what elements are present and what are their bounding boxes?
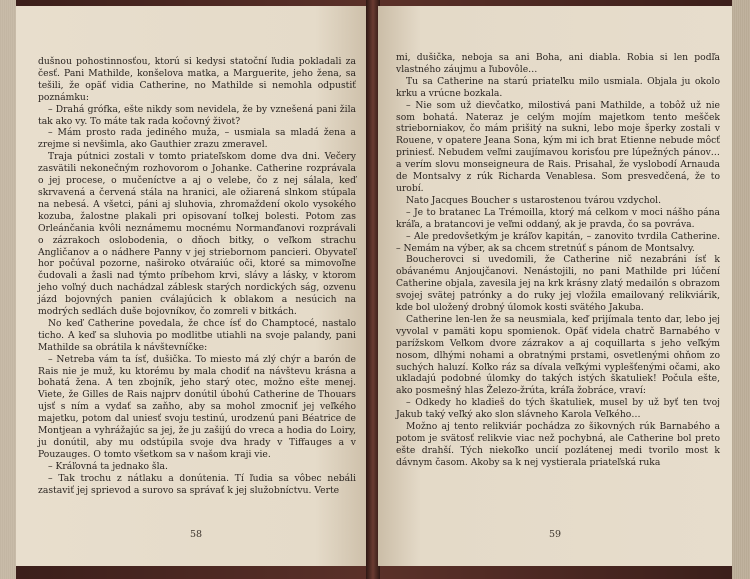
left-page-number: 58 — [189, 529, 203, 540]
left-page-text — [38, 56, 356, 497]
paragraph: Traja pútnici zostali v tomto priateľskom dome dva dni. Večery zasvätili nekonečným rozhovorom o Johanke. Catherine rozprávala o jej procese, o mučeníctve a aj o velebe, čo z nej sálala, keď skrvavená a červená stála na hranici, ale ožiarená slnkom stúpala na nebesá. A všetci, páni aj sluhovia, zhromaždení okolo vysokého kozuba, žalostne plakali pri opisovaní toľkej bolesti. Potom zas Orleánčania kvôli neznámemu mocnému Normanďanovi rozprávali o zázrakoch oslobodenia, o dňoch bitky, o veľkom strachu Angličanov a o nádhere Panny v jej striebornom pancieri. Obyvateľ hor počúval pozorne, naširoko otváraiúc oči, ktoré sa mimovoľne čudovali a žasli nad týmto príbehom krvi, slávy a lásky, v ktorom jeho voľný duch nachádzal záblesk starých nordických ság, ozvenu jázd bojovných panien cválajúcich k oblakom a nesúcich na modrých sedlách duše bojovníkov, čo zomreli v bitkách. — [38, 151, 356, 318]
paragraph: – Mám prosto rada jediného muža, – usmiala sa mladá žena a zrejme si nevšimla, ako Gauthier zrazu zmeravel. — [38, 127, 356, 151]
right-page-text — [396, 52, 720, 469]
paragraph: dušnou pohostinnosťou, ktorú si kedysi statoční ľudia pokladali za česť. Pani Mathilde, konšelova matka, a Marguerite, jeho žena, sa tešili, že opäť vidia Catherine, no Mathilde si nemohla odpustiť poznámku: — [38, 56, 356, 103]
right-page-number: 59 — [548, 529, 562, 540]
left-page — [16, 6, 368, 566]
page-edges-right — [732, 0, 750, 579]
paragraph: Catherine len-len že sa neusmiala, keď prijímala tento dar, lebo jej vyvolal v pamäti kopu spomienok. Opäť videla chatrč Barnabého v parížskom Veľkom dvore zázrakov a aj coquillarta s jeho veľkým nosom, dlhými nohami a obratnými prstami, osvetlenými ohňom zo suchých haluzí. Koľko ráz sa dívala veľkými vyplešťenými očami, ako ukladajú podobné úlomky do takých istých škatuliek! Počula ešte, ako posmešný hlas Železo-žrúta, kráľa žobráce, vraví: — [396, 313, 720, 397]
paragraph: Nato Jacques Boucher s ustarostenou tvárou vzdychol. — [406, 194, 662, 206]
paragraph: – Kráľovná ta jednako šla. — [48, 460, 168, 472]
right-page — [378, 6, 732, 566]
paragraph: – Je to bratanec La Trémoilla, ktorý má celkom v moci nášho pána kráľa, a bratancovi je veľmi oddaný, ak je pravda, čo sa povráva. — [396, 206, 720, 230]
paragraph: – Ale predovšetkým je kráľov kapitán, – zanovito tvrdila Catherine. – Nemám na výber, ak sa chcem stretnúť s pánom de Montsalvy. — [396, 230, 720, 254]
paragraph: – Netreba vám ta ísť, dušička. To miesto má zlý chýr a barón de Rais nie je muž, ku ktorému by mala chodiť na návštevu krásna a bohatá žena. A ten zbojník, jeho starý otec, možno ešte menej. Viete, že Gilles de Rais najprv donútil úbohú Catherine de Thouars ujsť s ním a vydať sa zaňho, aby sa mohol zmocniť jej veľkého majetku, potom dal uniesť svoju testinú, urodzenú pani Béatrice de Montjean a vyhrážajúc sa jej, že ju zašijú do vreca a hodia do Loiry, ju donútil, aby mu odstúpila svoje dva hrady v Tiffauges a v Pouzauges. O tomto všetkom sa v našom kraji vie. — [38, 353, 356, 460]
page-edges-left — [0, 0, 16, 579]
paragraph: Možno aj tento relikviár pochádza zo šikovných rúk Barnabého a potom je svätosť relikvie viac než pochybná, ale Catherine bol preto ešte drahší. Tých niekoľko uncií pozlátenej medi tvorilo most k dávnym časom. Akoby sa k nej vystierala priateľská ruka — [396, 421, 720, 468]
paragraph: No keď Catherine povedala, že chce ísť do Champtocé, nastalo ticho. A keď sa sluhovia po modlitbe utiahli na svoje palandy, pani Mathilde sa obrátila k návštevníčke: — [38, 317, 356, 353]
paragraph: mi, dušička, neboja sa ani Boha, ani diabla. Robia si len podľa vlastného záujmu a ľubovôle… — [396, 52, 720, 75]
paragraph: – Nie som už dievčatko, milostivá pani Mathilde, a tobôž už nie som bohatá. Nateraz je celým mojím majetkom tento mešček strieborniakov, čo mám prišitý na sukni, lebo moje šperky zostali v Rouene, v opatere Jeana Sona, kým mi ich brat Etienne nebude môcť priniesť. Nebudem veľmi zaujímavou korisťou pre lúpežných pánov… a verím slovu monseigneura de Rais. Prisahal, že vyslobodí Arnauda de Montsalvy z rúk Richarda Venablesa. Som presvedčená, že to urobí. — [396, 99, 720, 194]
paragraph: Tu sa Catherine na starú priateľku milo usmiala. Objala ju okolo krku a vrúcne bozkala. — [396, 75, 720, 99]
paragraph: – Tak trochu z nátlaku a donútenia. Tí ľudia sa vôbec nebáli zastaviť jej sprievod a surovo sa správať k jej služobníctvu. Verte — [38, 472, 356, 496]
paragraph: – Drahá grófka, ešte nikdy som nevidela, že by vznešená pani žila tak ako vy. To máte tak rada kočovný život? — [38, 103, 356, 127]
paragraph: – Odkedy ho kladieš do tých škatuliek, musel by už byť ten tvoj Jakub taký veľký ako slon slávneho Karola Veľkého… — [396, 397, 720, 421]
paragraph: Boucherovci si uvedomili, že Catherine nič nezabráni ísť k obávanému Anjoujčanovi. Nenástojili, no pani Mathilde pri lúčení Catherine objala, zavesila jej na krk krásny zlatý medailón s obrazom svojej svätej patrónky a do ruky jej vložila emailovaný relikviárik, kde bol uložený drobný úlomok kosti svätého Jakuba. — [396, 254, 720, 314]
